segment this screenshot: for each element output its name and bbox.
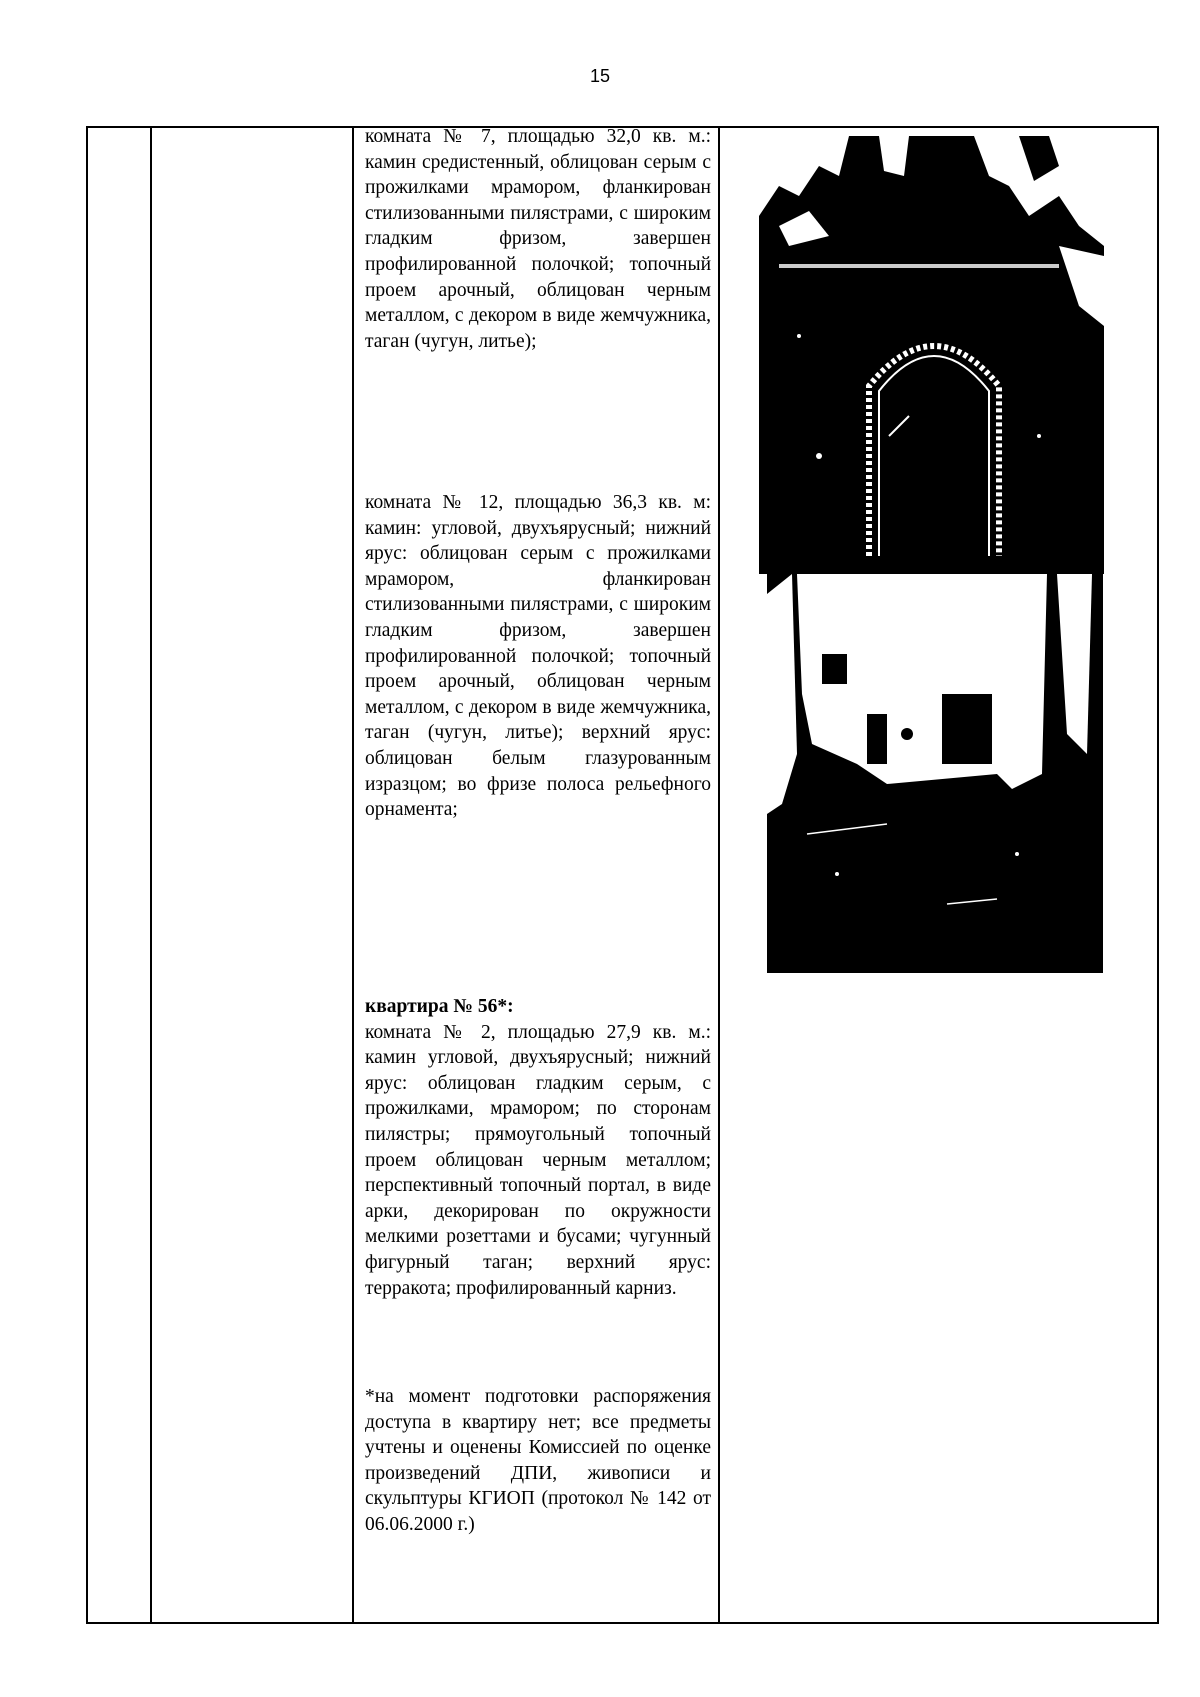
room-7-description (365, 124, 711, 354)
footnote (365, 1384, 711, 1538)
column-divider-3 (718, 128, 720, 1622)
column-divider-1 (150, 128, 152, 1622)
fireplace-photo-room-7 (759, 136, 1104, 574)
apartment-56-description (365, 994, 711, 1301)
apartment-56-heading: квартира № 56*: (365, 996, 514, 1017)
fireplace-photo-room-12 (767, 574, 1103, 973)
room-12-text: комната № 12, площадью 36,3 кв. м: камин: угловой, двухъярусный; нижний ярус: облицован серым с прожилками мрамором, фланкирован стилизованными пилястрами, с широким гладким фризом, завершен профилированной полочкой; топочный проем арочный, облицован черным металлом, с декором в виде жемчужника, таган (чугун, литье); верхний ярус: облицован белым глазурованным изразцом; во фризе полоса рельефного орнамента; (365, 492, 711, 821)
apartment-56-text: комната № 2, площадью 27,9 кв. м.: камин угловой, двухъярусный; нижний ярус: облицован гладким серым, с прожилками, мрамором; по сторонам пилястры; прямоугольный топочный проем облицован черным металлом; перспективный топочный портал, в виде арки, декорирован по окружности мелкими розеттами и бусами; чугунный фигурный таган; верхний ярус: терракота; профилированный карниз. (365, 1021, 711, 1299)
room-12-description (365, 490, 711, 823)
room-7-text: комната № 7, площадью 32,0 кв. м.: камин средистенный, облицован серым с прожилками мрамором, фланкирован стилизованными пилястрами, с широким гладким фризом, завершен профилированной полочкой; топочный проем арочный, облицован черным металлом, с декором в виде жемчужника, таган (чугун, литье); (365, 126, 711, 352)
column-divider-2 (352, 128, 354, 1622)
footnote-text: *на момент подготовки распоряжения доступа в квартиру нет; все предметы учтены и оценены Комиссией по оценке произведений ДПИ, живописи и скульптуры КГИОП (протокол № 142 от 06.06.2000 г.) (365, 1386, 711, 1535)
page-number: 15 (589, 66, 611, 86)
